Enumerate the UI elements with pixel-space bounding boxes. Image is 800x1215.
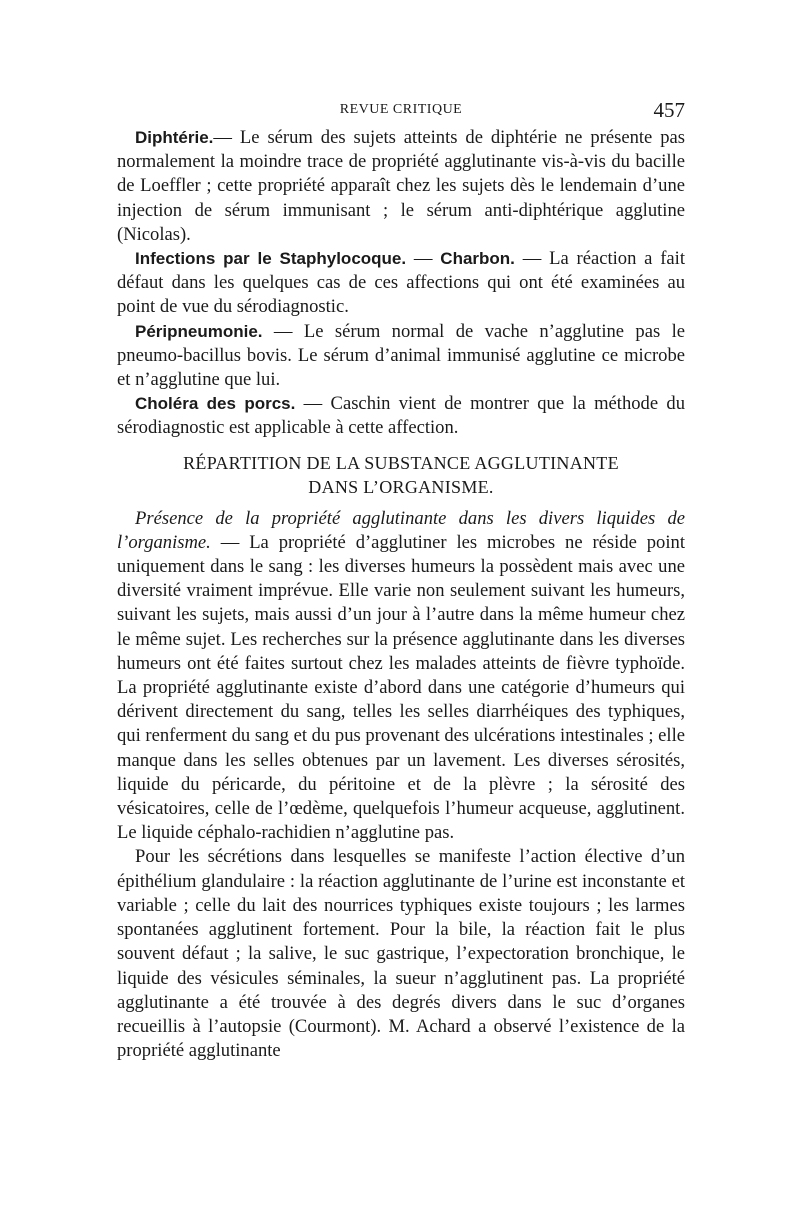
section-title-line1: RÉPARTITION DE LA SUBSTANCE AGGLUTINANTE	[183, 452, 619, 473]
paragraph-peripneumonie	[117, 320, 685, 393]
lead-presence: Présence de la propriété agglutinante dans les divers liquides de l’organisme.	[117, 507, 685, 553]
paragraph-cholera	[117, 392, 685, 440]
paragraph-diphterie	[117, 126, 685, 247]
heading-cholera: Choléra des porcs.	[135, 394, 296, 414]
text-diphterie: — Le sérum des sujets atteints de diphtérie ne présente pas normalement la moindre trace de propriété agglutinante vis-à-vis du bacille de Loeffler ; cette propriété apparaît chez les sujets dès le lendemain d’une injection de sérum immunisant ; le sérum anti-diphtérique agglutine (Nicolas).	[117, 127, 685, 245]
paragraph-secretions: Pour les sécrétions dans lesquelles se manifeste l’action élective d’un épithélium glandulaire : la réaction agglutinante de l’urine est inconstante et variable ; celle du lait des nourrices typhiques existe toujours ; les larmes spontanées agglutinent fortement. Pour la bile, la réaction fait le plus souvent défaut ; la salive, le suc gastrique, l’expectoration bronchique, le liquide des vésicules séminales, la sueur n’agglutinent pas. La propriété agglutinante a été trouvée à des degrés divers dans le suc d’organes recueillis à l’autopsie (Courmont). M. Achard a observé l’existence de la propriété agglutinante	[117, 846, 685, 1062]
text-cholera: — Caschin vient de montrer que la méthode du sérodiagnostic est applicable à cette affection.	[117, 393, 685, 439]
dash-staphylocoque: —	[406, 248, 441, 270]
heading-charbon: Charbon.	[440, 249, 515, 269]
section-title	[117, 451, 685, 499]
book-page	[117, 98, 685, 1063]
heading-diphterie: Diphtérie.	[135, 128, 214, 147]
heading-staphylocoque: Infections par le Staphylocoque.	[135, 249, 407, 269]
page-number: 457	[653, 98, 685, 122]
running-title: REVUE CRITIQUE	[339, 102, 463, 117]
paragraph-staphylocoque	[117, 247, 685, 320]
heading-peripneumonie: Péripneumonie.	[135, 321, 263, 341]
text-peripneumonie: — Le sérum normal de vache n’agglutine pas le pneumo-bacillus bovis. Le sérum d’animal immunisé agglutine ce microbe et n’agglutine que lui.	[117, 320, 685, 391]
paragraph-presence	[117, 507, 685, 846]
running-head	[117, 98, 685, 126]
section-title-line2: DANS L’ORGANISME.	[308, 476, 494, 497]
text-presence: — La propriété d’agglutiner les microbes ne réside point uniquement dans le sang : les diverses humeurs la possèdent mais avec une diversité vraiment imprévue. Elle varie non seulement suivant les humeurs, suivant les sujets, mais aussi d’un jour à l’autre dans la même humeur chez le même sujet. Les recherches sur la présence agglutinante dans les diverses humeurs ont été faites surtout chez les malades atteints de fièvre typhoïde. La propriété agglutinante existe d’abord dans une catégorie d’humeurs qui dérivent directement du sang, telles les selles diarrhéiques des typhiques, qui renferment du sang et du pus provenant des ulcérations intestinales ; elle manque dans les selles obtenues par un lavement. Les diverses sérosités, liquide du péricarde, du péritoine et de la plèvre ; la sérosité des vésicatoires, celle de l’œdème, quelquefois l’humeur acqueuse, agglutinent. Le liquide céphalo-rachidien n’agglutine pas.	[117, 531, 685, 844]
text-staphylocoque: — La réaction a fait défaut dans les quelques cas de ces affections qui ont été examinées au point de vue du sérodiagnostic.	[117, 248, 685, 318]
